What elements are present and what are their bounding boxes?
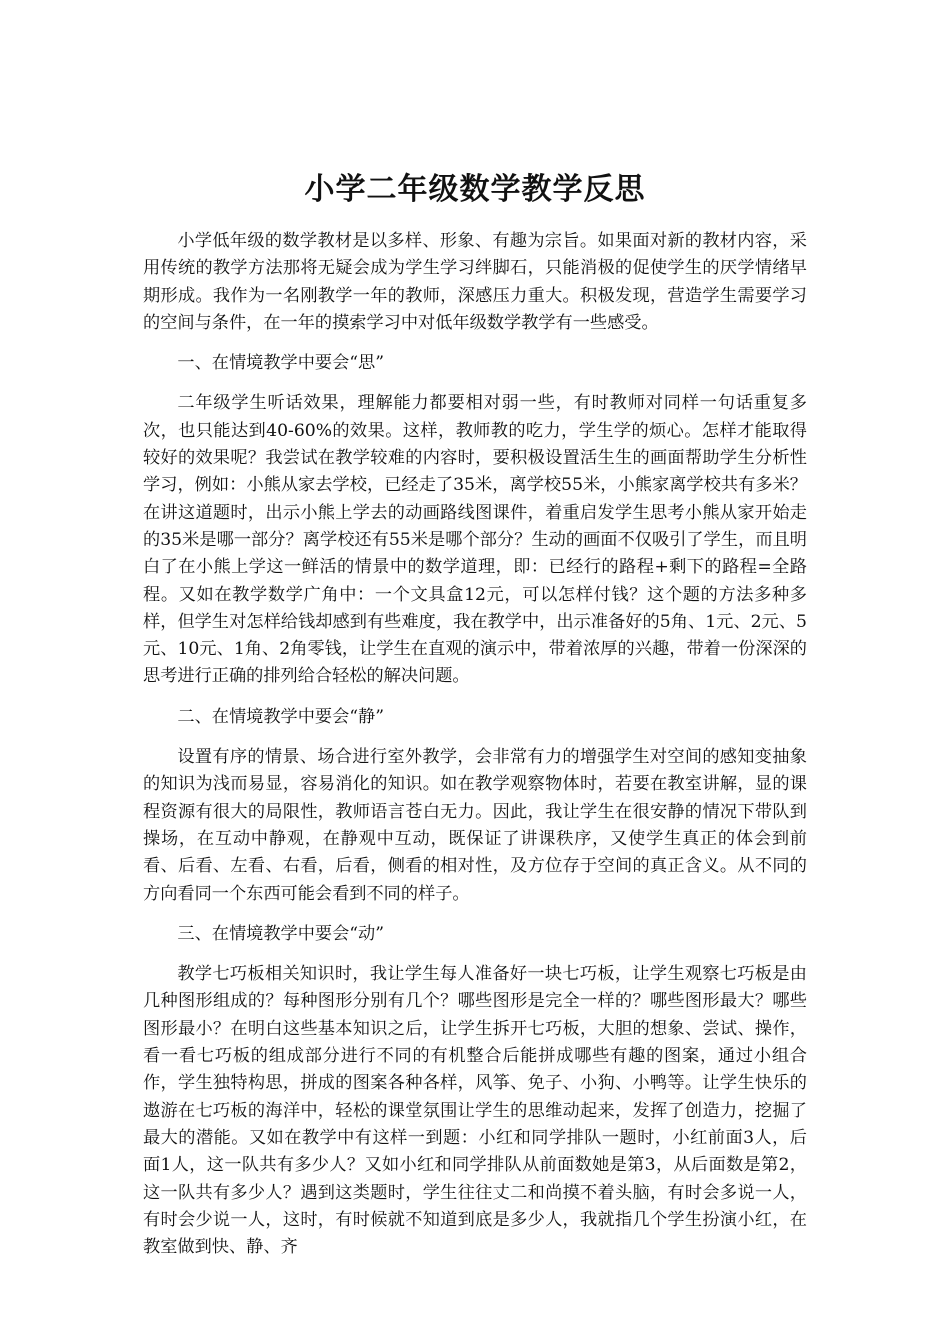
section-1-heading: 一、在情境教学中要会“思” bbox=[177, 353, 385, 374]
section-2-heading: 二、在情境教学中要会“静” bbox=[177, 706, 385, 727]
section-3-heading: 三、在情境教学中要会“动” bbox=[177, 923, 385, 944]
document-body bbox=[143, 228, 807, 1261]
section-2-paragraph: 设置有序的情景、场合进行室外教学，会非常有力的增强学生对空间的感知变抽象的知识为浅而易显，容易消化的知识。如在教学观察物体时，若要在教室讲解，显的课程资源有很大的局限性，教师语言苍白无力。因此，我让学生在很安静的情况下带队到操场，在互动中静观，在静观中互动，既保证了讲课秩序，又使学生真正的体会到前看、后看、左看、右看，后看，侧看的相对性，及方位存于空间的真正含义。从不同的方向看同一个东西可能会看到不同的样子。 bbox=[143, 747, 807, 904]
section-1-paragraph: 二年级学生听话效果，理解能力都要相对弱一些，有时教师对同样一句话重复多次，也只能达到40-60%的效果。这样，教师教的吃力，学生学的烦心。怎样才能取得较好的效果呢？我尝试在教学较难的内容时，要积极设置活生生的画面帮助学生分析性学习，例如：小熊从家去学校，已经走了35米，离学校55米，小熊家离学校共有多米？在讲这道题时，出示小熊上学去的动画路线图课件，着重启发学生思考小熊从家开始走的35米是哪一部分？离学校还有55米是哪个部分？生动的画面不仅吸引了学生，而且明白了在小熊上学这一鲜活的情景中的数学道理，即：已经行的路程+剩下的路程=全路程。又如在教学数学广角中：一个文具盒12元，可以怎样付钱？这个题的方法多种多样，但学生对怎样给钱却感到有些难度，我在教学中，出示准备好的5角、1元、2元、5元、10元、1角、2角零钱，让学生在直观的演示中，带着浓厚的兴趣，带着一份深深的思考进行正确的排列给合轻松的解决问题。 bbox=[143, 393, 807, 687]
intro-paragraph: 小学低年级的数学教材是以多样、形象、有趣为宗旨。如果面对新的教材内容，采用传统的教学方法那将无疑会成为学生学习绊脚石，只能消极的促使学生的厌学情绪早期形成。我作为一名刚教学一年的教师，深感压力重大。积极发现，营造学生需要学习的空间与条件，在一年的摸索学习中对低年级数学教学有一些感受。 bbox=[143, 231, 807, 333]
section-3-paragraph: 教学七巧板相关知识时，我让学生每人准备好一块七巧板，让学生观察七巧板是由几种图形组成的？每种图形分别有几个？哪些图形是完全一样的？哪些图形最大？哪些图形最小？在明白这些基本知识之后，让学生拆开七巧板，大胆的想象、尝试、操作，看一看七巧板的组成部分进行不同的有机整合后能拼成哪些有趣的图案，通过小组合作，学生独特构思，拼成的图案各种各样，风筝、免子、小狗、小鸭等。让学生快乐的遨游在七巧板的海洋中，轻松的课堂氛围让学生的思维动起来，发挥了创造力，挖掘了最大的潜能。又如在教学中有这样一到题：小红和同学排队一题时，小红前面3人，后面1人，这一队共有多少人？又如小红和同学排队从前面数她是第3，从后面数是第2，这一队共有多少人？遇到这类题时，学生往往丈二和尚摸不着头脑，有时会多说一人，有时会少说一人，这时，有时候就不知道到底是多少人，我就指几个学生扮演小红，在教室做到快、静、齐 bbox=[143, 964, 807, 1258]
document-title: 小学二年级数学教学反思 bbox=[304, 172, 646, 207]
